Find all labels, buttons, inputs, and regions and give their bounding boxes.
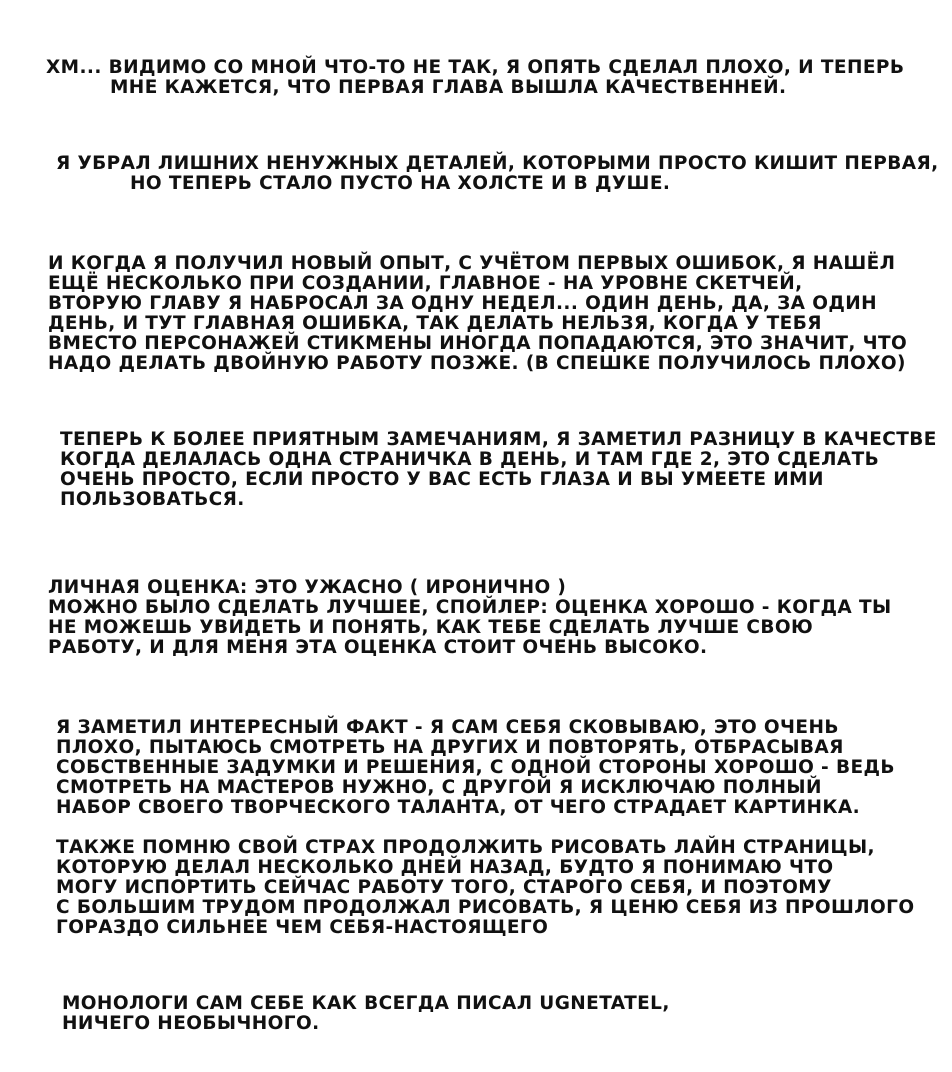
text-line: РАБОТУ, И ДЛЯ МЕНЯ ЭТА ОЦЕНКА СТОИТ ОЧЕНЬ ВЫСОКО. [48,637,708,658]
text-line: ГОРАЗДО СИЛЬНЕЕ ЧЕМ СЕБЯ-НАСТОЯЩЕГО [56,917,549,938]
text-line: СОБСТВЕННЫЕ ЗАДУМКИ И РЕШЕНИЯ, С ОДНОЙ СТОРОНЫ ХОРОШО - ВЕДЬ [56,757,895,778]
text-line: НЕ МОЖЕШЬ УВИДЕТЬ И ПОНЯТЬ, КАК ТЕБЕ СДЕЛАТЬ ЛУЧШЕ СВОЮ [48,617,814,638]
text-line: НО ТЕПЕРЬ СТАЛО ПУСТО НА ХОЛСТЕ И В ДУШЕ. [130,173,671,194]
text-line: МНЕ КАЖЕТСЯ, ЧТО ПЕРВАЯ ГЛАВА ВЫШЛА КАЧЕСТВЕННЕЙ. [110,77,787,98]
text-line: ЛИЧНАЯ ОЦЕНКА: ЭТО УЖАСНО ( ИРОНИЧНО ) [48,577,567,598]
paragraph-pleasant-notes [60,430,937,510]
text-line: КОГДА ДЕЛАЛАСЬ ОДНА СТРАНИЧКА В ДЕНЬ, И ТАМ ГДЕ 2, ЭТО СДЕЛАТЬ [60,449,880,470]
text-line: МОЖНО БЫЛО СДЕЛАТЬ ЛУЧШЕЕ, СПОЙЛЕР: ОЦЕНКА ХОРОШО - КОГДА ТЫ [48,597,892,618]
text-line: Я УБРАЛ ЛИШНИХ НЕНУЖНЫХ ДЕТАЛЕЙ, КОТОРЫМИ ПРОСТО КИШИТ ПЕРВАЯ, [56,153,939,174]
text-line: И КОГДА Я ПОЛУЧИЛ НОВЫЙ ОПЫТ, С УЧЁТОМ ПЕРВЫХ ОШИБОК, Я НАШЁЛ [48,253,896,274]
text-line: МОГУ ИСПОРТИТЬ СЕЙЧАС РАБОТУ ТОГО, СТАРОГО СЕБЯ, И ПОЭТОМУ [56,877,832,898]
text-line: ЕЩЁ НЕСКОЛЬКО ПРИ СОЗДАНИИ, ГЛАВНОЕ - НА УРОВНЕ СКЕТЧЕЙ, [48,273,803,294]
text-line: НИЧЕГО НЕОБЫЧНОГО. [62,1013,320,1034]
text-line: ПОЛЬЗОВАТЬСЯ. [60,489,245,510]
text-line: ОЧЕНЬ ПРОСТО, ЕСЛИ ПРОСТО У ВАС ЕСТЬ ГЛАЗА И ВЫ УМЕЕТЕ ИМИ [60,469,824,490]
paragraph-interesting-fact [56,718,895,818]
paragraph-monologues [62,994,670,1034]
text-line: ДЕНЬ, И ТУТ ГЛАВНАЯ ОШИБКА, ТАК ДЕЛАТЬ НЕЛЬЗЯ, КОГДА У ТЕБЯ [48,313,822,334]
text-line: ХМ... ВИДИМО СО МНОЙ ЧТО-ТО НЕ ТАК, Я ОПЯТЬ СДЕЛАЛ ПЛОХО, И ТЕПЕРЬ [46,57,905,78]
text-line: НАБОР СВОЕГО ТВОРЧЕСКОГО ТАЛАНТА, ОТ ЧЕГО СТРАДАЕТ КАРТИНКА. [56,797,861,818]
text-line: ТЕПЕРЬ К БОЛЕЕ ПРИЯТНЫМ ЗАМЕЧАНИЯМ, Я ЗАМЕТИЛ РАЗНИЦУ В КАЧЕСТВЕ [60,429,937,450]
text-line: С БОЛЬШИМ ТРУДОМ ПРОДОЛЖАЛ РИСОВАТЬ, Я ЦЕНЮ СЕБЯ ИЗ ПРОШЛОГО [56,897,915,918]
text-line: НАДО ДЕЛАТЬ ДВОЙНУЮ РАБОТУ ПОЗЖЕ. (В СПЕШКЕ ПОЛУЧИЛОСЬ ПЛОХО) [48,353,906,374]
text-line: СМОТРЕТЬ НА МАСТЕРОВ НУЖНО, С ДРУГОЙ Я ИСКЛЮЧАЮ ПОЛНЫЙ [56,777,822,798]
text-line: Я ЗАМЕТИЛ ИНТЕРЕСНЫЙ ФАКТ - Я САМ СЕБЯ СКОВЫВАЮ, ЭТО ОЧЕНЬ [56,717,839,738]
text-line: МОНОЛОГИ САМ СЕБЕ КАК ВСЕГДА ПИСАЛ UGNETATEL, [62,993,670,1014]
paragraph-intro [46,58,904,98]
paragraph-removed-details [56,154,939,194]
paragraph-new-experience [48,254,907,374]
text-line: ВТОРУЮ ГЛАВУ Я НАБРОСАЛ ЗА ОДНУ НЕДЕЛ... ОДИН ДЕНЬ, ДА, ЗА ОДИН [48,293,878,314]
paragraph-fear [56,838,914,938]
text-line: КОТОРУЮ ДЕЛАЛ НЕСКОЛЬКО ДНЕЙ НАЗАД, БУДТО Я ПОНИМАЮ ЧТО [56,857,834,878]
text-line: ПЛОХО, ПЫТАЮСЬ СМОТРЕТЬ НА ДРУГИХ И ПОВТОРЯТЬ, ОТБРАСЫВАЯ [56,737,844,758]
paragraph-personal-rating [48,578,892,658]
text-line: ТАКЖЕ ПОМНЮ СВОЙ СТРАХ ПРОДОЛЖИТЬ РИСОВАТЬ ЛАЙН СТРАНИЦЫ, [56,837,875,858]
text-line: ВМЕСТО ПЕРСОНАЖЕЙ СТИКМЕНЫ ИНОГДА ПОПАДАЮТСЯ, ЭТО ЗНАЧИТ, ЧТО [48,333,908,354]
